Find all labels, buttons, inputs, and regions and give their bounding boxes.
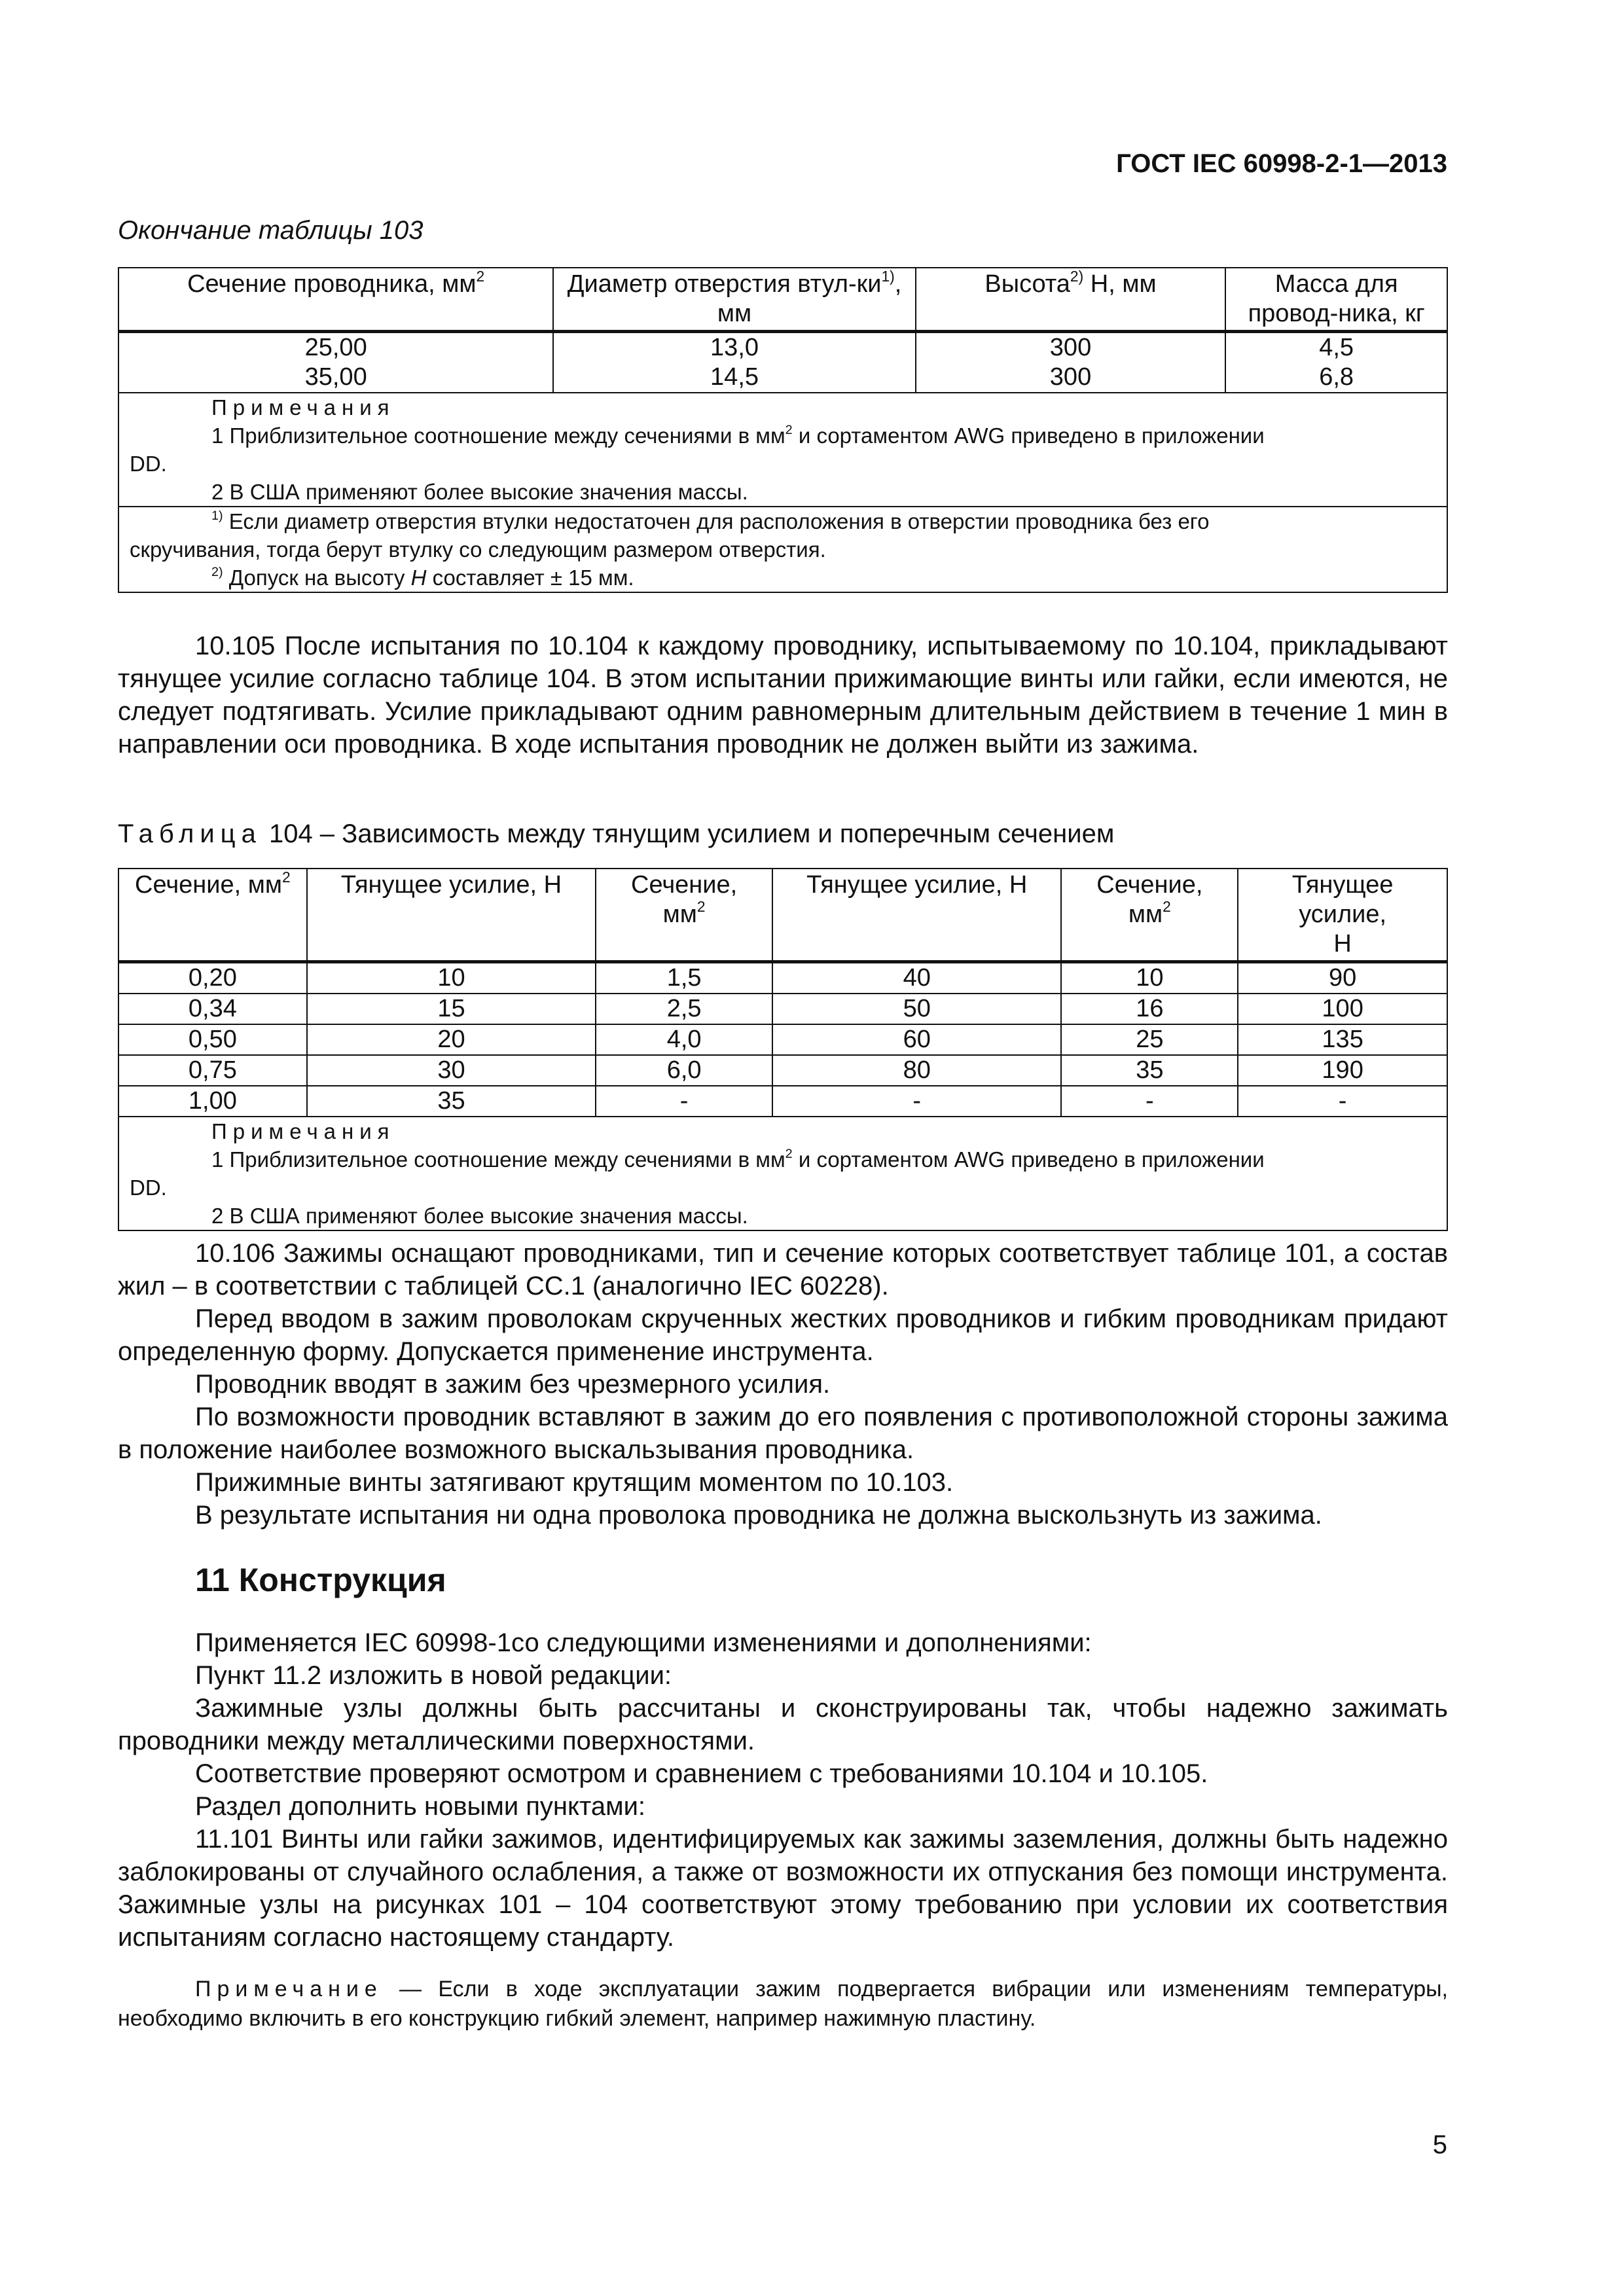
table-cell: 50 — [772, 994, 1061, 1024]
table-cell: 15 — [307, 994, 596, 1024]
table-cell: 2,5 — [596, 994, 772, 1024]
table-cell: 80 — [772, 1055, 1061, 1086]
table-cell: 0,50 — [118, 1024, 307, 1055]
paragraph: Соответствие проверяют осмотром и сравнением с требованиями 10.104 и 10.105. — [195, 1759, 1208, 1788]
table-cell: 135 — [1238, 1024, 1447, 1055]
table-104 — [118, 868, 1448, 1231]
table-103-notes-row — [118, 393, 1447, 507]
table-cell: - — [596, 1086, 772, 1117]
table-103-notes: Примечания 1 Приблизительное соотношение между сечениями в $мм^2$ и сортаментом AWG приведено в приложении DD. 2 В США применяют более высокие значения массы. — [118, 393, 1447, 507]
table-104-notes-row — [118, 1117, 1447, 1230]
table-row — [118, 1055, 1447, 1086]
table-cell: 10 — [1061, 962, 1238, 994]
table-cell: 4,0 — [596, 1024, 772, 1055]
page-number: 5 — [1432, 2130, 1447, 2159]
table-103-header-cell: Масса для провод-ника, кг — [1225, 268, 1447, 332]
table-cell: 25,00 35,00 — [118, 332, 553, 393]
table-103-header-cell: Высота$^{2)}$ H, мм — [916, 268, 1226, 332]
table-cell: 300 300 — [916, 332, 1226, 393]
table-103-footnotes-row — [118, 507, 1447, 592]
table-103 — [118, 267, 1448, 593]
paragraph: Применяется IEC 60998-1со следующими изменениями и дополнениями: — [195, 1628, 1092, 1657]
paragraph: Зажимные узлы должны быть рассчитаны и сконструированы так, чтобы надежно зажимать проводники между металлическими поверхностями. — [118, 1694, 1448, 1755]
paragraph: 11.101 Винты или гайки зажимов, идентифицируемых как зажимы заземления, должны быть надежно заблокированы от случайного ослабления, а также от возможности их отпускания без помощи инструмента. Зажимные узлы на рисунках 101 – 104 соответствуют этому требованию при условии их соответствия испытаниям согласно настоящему стандарту. — [118, 1825, 1448, 1952]
table-103-footnotes: $^{1)}$ Если диаметр отверстия втулки недостаточен для расположения в отверстии проводника без его скручивания, тогда берут втулку со следующим размером отверстия. $^{2)}$ Допуск на высоту H составляет ± 15 мм. — [118, 507, 1447, 592]
table-cell: 100 — [1238, 994, 1447, 1024]
table-cell: 20 — [307, 1024, 596, 1055]
table-103-values-row — [118, 332, 1447, 393]
table-cell: 1,00 — [118, 1086, 307, 1117]
table-104-header-cell: Тянущее усилие, Н — [772, 869, 1061, 962]
paragraphs-10-106 — [118, 1237, 1448, 1532]
table-cell: 40 — [772, 962, 1061, 994]
table-104-header-cell: Тянущее усилие, Н — [307, 869, 596, 962]
paragraph-10-105: 10.105 После испытания по 10.104 к каждому проводнику, испытываемому по 10.104, прикладывают тянущее усилие согласно таблице 104. В этом испытании прижимающие винты или гайки, если имеются, не следует подтягивать. Усилие прикладывают одним равномерным длительным действием в течение 1 мин в направлении оси проводника. В ходе испытания проводник не должен выйти из зажима. — [118, 632, 1448, 759]
table-cell: 25 — [1061, 1024, 1238, 1055]
table-cell: 13,0 14,5 — [553, 332, 915, 393]
paragraph: По возможности проводник вставляют в зажим до его появления с противоположной стороны зажима в положение наиболее возможного выскальзывания проводника. — [118, 1403, 1448, 1464]
table-103-header-cell: Диаметр отверстия втул-$ки^{1)}$, мм — [553, 268, 915, 332]
table-cell: 35 — [1061, 1055, 1238, 1086]
table-cell: - — [1061, 1086, 1238, 1117]
table-cell: 16 — [1061, 994, 1238, 1024]
table-103-header-row — [118, 268, 1447, 332]
paragraph: В результате испытания ни одна проволока проводника не должна выскользнуть из зажима. — [195, 1501, 1322, 1530]
table-cell: 1,5 — [596, 962, 772, 994]
table-cell: 30 — [307, 1055, 596, 1086]
table-103-header-cell: Сечение проводника, $мм^2$ — [118, 268, 553, 332]
section-11-note: Примечание — Если в ходе эксплуатации зажим подвергается вибрации или изменениям температуры, необходимо включить в его конструкцию гибкий элемент, например нажимную пластину. — [118, 1977, 1448, 2031]
table-104-header-cell: Сечение, $мм^2$ — [596, 869, 772, 962]
table-cell: - — [772, 1086, 1061, 1117]
table-cell: 190 — [1238, 1055, 1447, 1086]
table-row — [118, 1024, 1447, 1055]
table-cell: 35 — [307, 1086, 596, 1117]
table-cell: 4,5 6,8 — [1225, 332, 1447, 393]
table-cell: 6,0 — [596, 1055, 772, 1086]
table-cell: 0,34 — [118, 994, 307, 1024]
paragraph: Раздел дополнить новыми пунктами: — [195, 1792, 646, 1821]
table-cell: 0,75 — [118, 1055, 307, 1086]
table-cell: 10 — [307, 962, 596, 994]
table-104-header-cell: Сечение, $мм^2$ — [118, 869, 307, 962]
table-cell: - — [1238, 1086, 1447, 1117]
table-104-header-cell: Тянущее усилие, Н — [1238, 869, 1447, 962]
table-103-caption: Окончание таблицы 103 — [118, 216, 424, 245]
table-104-caption: Таблица 104 – Зависимость между тянущим усилием и поперечным сечением — [118, 819, 1115, 848]
paragraph: Проводник вводят в зажим без чрезмерного усилия. — [195, 1370, 831, 1399]
table-cell: 60 — [772, 1024, 1061, 1055]
paragraph: 10.106 Зажимы оснащают проводниками, тип и сечение которых соответствует таблице 101, а состав жил – в соответствии с таблицей CC.1 (аналогично IEC 60228). — [118, 1239, 1448, 1300]
table-cell: 0,20 — [118, 962, 307, 994]
document-code-header: ГОСТ IEC 60998-2-1—2013 — [1116, 149, 1447, 178]
table-row — [118, 994, 1447, 1024]
table-row — [118, 962, 1447, 994]
paragraph: Перед вводом в зажим проволокам скрученных жестких проводников и гибким проводникам придают определенную форму. Допускается применение инструмента. — [118, 1304, 1448, 1366]
table-104-notes: Примечания 1 Приблизительное соотношение между сечениями в $мм^2$ и сортаментом AWG приведено в приложении DD. 2 В США применяют более высокие значения массы. — [118, 1117, 1447, 1230]
section-11-body — [118, 1626, 1448, 1954]
table-104-header-row — [118, 869, 1447, 962]
paragraph: Пункт 11.2 изложить в новой редакции: — [195, 1661, 672, 1690]
table-row — [118, 1086, 1447, 1117]
table-104-header-cell: Сечение, $мм^2$ — [1061, 869, 1238, 962]
section-11-heading: 11 Конструкция — [195, 1562, 446, 1598]
paragraph: Прижимные винты затягивают крутящим моментом по 10.103. — [195, 1468, 954, 1497]
table-cell: 90 — [1238, 962, 1447, 994]
